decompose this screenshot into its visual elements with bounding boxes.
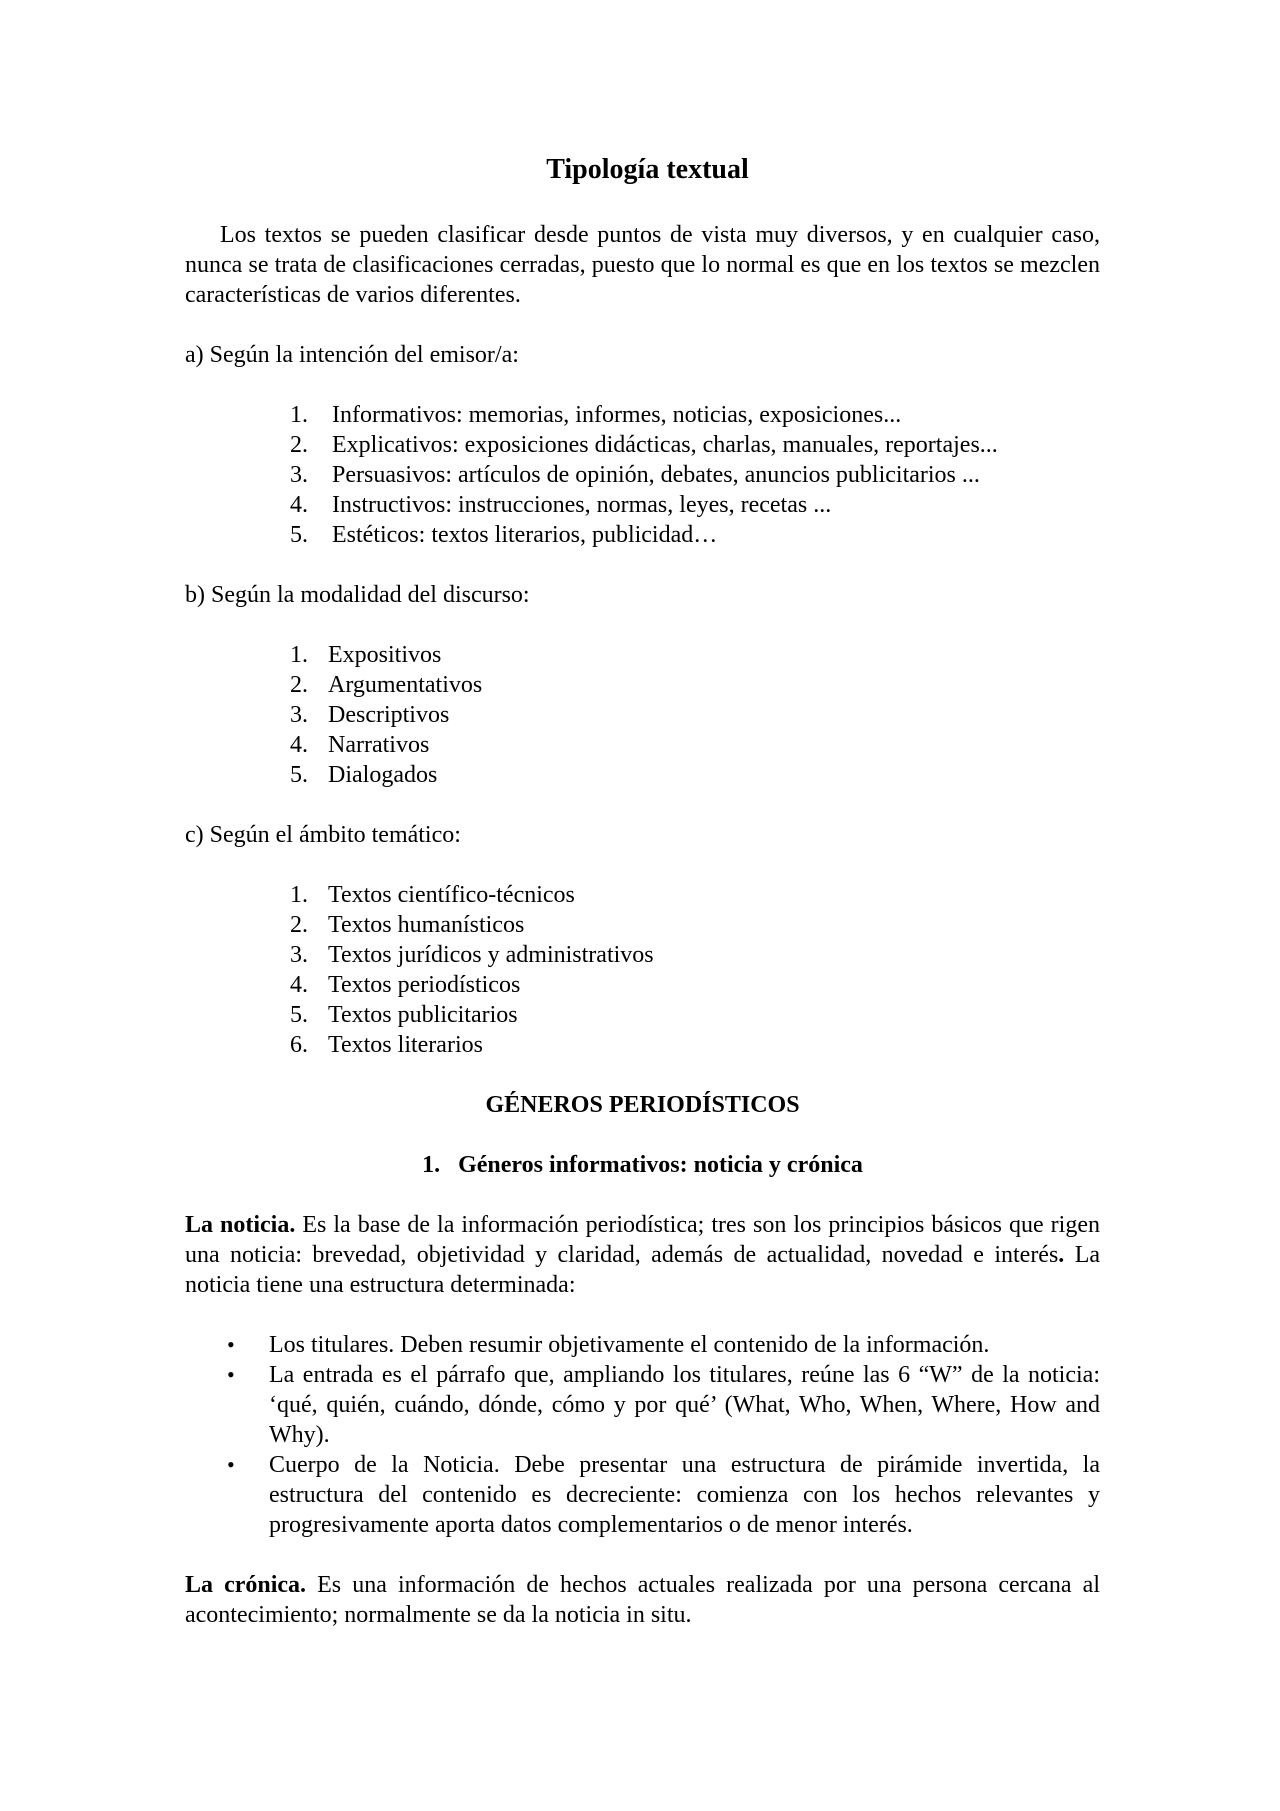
list-item	[290, 1000, 1100, 1030]
item-number: 4.	[290, 492, 308, 518]
page-title: Tipología textual	[546, 154, 749, 185]
intro-paragraph: Los textos se pueden clasificar desde puntos de vista muy diversos, y en cualquier caso, nunca se trata de clasificaciones cerradas, puesto que lo normal es que en los textos se mezclen características de varios diferentes.	[185, 222, 1100, 308]
item-number: 1.	[290, 642, 308, 668]
bullet-text: La entrada es el párrafo que, ampliando los titulares, reúne las 6 “W” de la noticia: ‘qué, quién, cuándo, dónde, cómo y por qué’ (What, Who, When, Where, How and Why).	[269, 1362, 1100, 1448]
bullet-icon: •	[227, 1362, 235, 1387]
list-item	[290, 490, 1100, 520]
item-number: 3.	[290, 702, 308, 728]
cronica-text: Es una información de hechos actuales realizada por una persona cercana al acontecimiento; normalmente se da la noticia in situ.	[185, 1572, 1100, 1628]
bullet-icon: •	[227, 1452, 235, 1477]
list-item	[290, 640, 1100, 670]
cronica-paragraph	[185, 1570, 1100, 1630]
generos-heading: GÉNEROS PERIODÍSTICOS	[485, 1092, 800, 1118]
section-a-label: a) Según la intención del emisor/a:	[185, 342, 519, 368]
item-text: Textos jurídicos y administrativos	[328, 942, 654, 968]
bullet-icon: •	[227, 1332, 235, 1357]
item-text: Instructivos: instrucciones, normas, leyes, recetas ...	[332, 492, 832, 518]
item-text: Explicativos: exposiciones didácticas, charlas, manuales, reportajes...	[332, 432, 998, 458]
item-text: Informativos: memorias, informes, noticias, exposiciones...	[332, 402, 902, 428]
noticia-dot: .	[1058, 1242, 1065, 1268]
item-number: 3.	[290, 462, 308, 488]
list-item	[227, 1360, 1100, 1450]
noticia-term: La noticia.	[185, 1212, 296, 1238]
section-b-list	[185, 640, 1100, 790]
item-number: 2.	[290, 912, 308, 938]
item-text: Argumentativos	[328, 672, 483, 698]
item-number: 2.	[290, 672, 308, 698]
item-text: Expositivos	[328, 642, 442, 668]
item-text: Textos literarios	[328, 1032, 483, 1058]
item-number: 6.	[290, 1032, 308, 1058]
section-a-list	[185, 400, 1100, 550]
item-text: Estéticos: textos literarios, publicidad…	[332, 522, 718, 548]
list-item	[290, 520, 1100, 550]
list-item	[290, 700, 1100, 730]
noticia-structure-list	[185, 1330, 1100, 1540]
section-c-list	[185, 880, 1100, 1060]
sub-heading-number: 1.	[422, 1152, 441, 1178]
list-item	[290, 430, 1100, 460]
list-item	[290, 400, 1100, 430]
item-text: Textos científico-técnicos	[328, 882, 575, 908]
item-text: Narrativos	[328, 732, 430, 758]
list-item	[290, 940, 1100, 970]
section-b-label: b) Según la modalidad del discurso:	[185, 582, 530, 608]
item-text: Descriptivos	[328, 702, 450, 728]
item-text: Dialogados	[328, 762, 438, 788]
bullet-text: Los titulares. Deben resumir objetivamente el contenido de la información.	[269, 1332, 990, 1358]
item-text: Persuasivos: artículos de opinión, debates, anuncios publicitarios ...	[332, 462, 980, 488]
list-item	[290, 760, 1100, 790]
noticia-text: Es la base de la información periodística; tres son los principios básicos que rigen una noticia: brevedad, objetividad y claridad, además de actualidad, novedad e interés	[185, 1212, 1100, 1268]
sub-heading-text: Géneros informativos: noticia y crónica	[458, 1152, 863, 1178]
noticia-paragraph	[185, 1210, 1100, 1300]
list-item	[290, 880, 1100, 910]
item-text: Textos humanísticos	[328, 912, 525, 938]
item-number: 4.	[290, 972, 308, 998]
cronica-term: La crónica.	[185, 1572, 307, 1598]
item-number: 1.	[290, 402, 308, 428]
section-c-label: c) Según el ámbito temático:	[185, 822, 461, 848]
noticia-text-2: La noticia tiene una estructura determinada:	[185, 1242, 1100, 1298]
item-number: 2.	[290, 432, 308, 458]
item-number: 4.	[290, 732, 308, 758]
list-item	[290, 460, 1100, 490]
item-number: 5.	[290, 762, 308, 788]
list-item	[290, 1030, 1100, 1060]
item-number: 1.	[290, 882, 308, 908]
list-item	[227, 1330, 1100, 1360]
item-text: Textos periodísticos	[328, 972, 521, 998]
item-number: 5.	[290, 522, 308, 548]
list-item	[290, 910, 1100, 940]
bullet-text: Cuerpo de la Noticia. Debe presentar una estructura de pirámide invertida, la estructura del contenido es decreciente: comienza con los hechos relevantes y progresivamente aporta datos complementarios o de menor interés.	[269, 1452, 1100, 1538]
list-item	[227, 1450, 1100, 1540]
item-text: Textos publicitarios	[328, 1002, 518, 1028]
list-item	[290, 670, 1100, 700]
item-number: 3.	[290, 942, 308, 968]
item-number: 5.	[290, 1002, 308, 1028]
list-item	[290, 730, 1100, 760]
sub-heading	[185, 1150, 1100, 1180]
list-item	[290, 970, 1100, 1000]
